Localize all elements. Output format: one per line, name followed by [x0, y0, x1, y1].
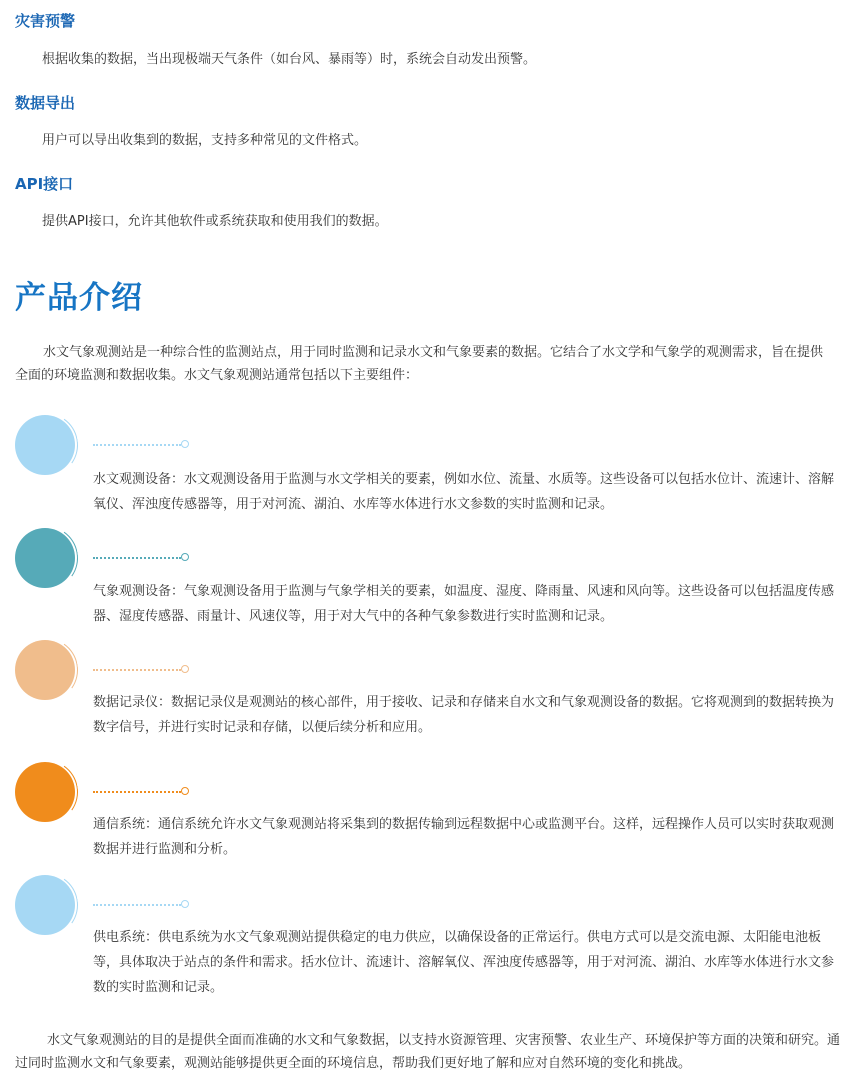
arc-decoration	[9, 633, 83, 707]
dotted-connector	[93, 791, 181, 793]
connector-end-dot	[181, 553, 189, 561]
connector-end-dot	[181, 665, 189, 673]
feature-desc-disaster-warning: 根据收集的数据，当出现极端天气条件（如台风、暴雨等）时，系统会自动发出预警。	[42, 52, 537, 67]
arc-decoration	[9, 755, 83, 829]
component-text: 供电系统：供电系统为水文气象观测站提供稳定的电力供应，以确保设备的正常运行。供电方式可以是交流电源、太阳能电池板等，具体取决于站点的条件和需求。括水位计、流速计、溶解氧仪、浑浊度传感器等，用于对河流、湖泊、水库等水体进行水文参数的实时监测和记录。	[93, 930, 835, 995]
arc-decoration	[9, 521, 83, 595]
component-text: 通信系统：通信系统允许水文气象观测站将采集到的数据传输到远程数据中心或监测平台。这样，远程操作人员可以实时获取观测数据并进行监测和分析。	[93, 817, 835, 857]
component-text: 气象观测设备：气象观测设备用于监测与气象学相关的要素，如温度、湿度、降雨量、风速和风向等。这些设备可以包括温度传感器、湿度传感器、雨量计、风速仪等，用于对大气中的各种气象参数进行实时监测和记录。	[93, 584, 835, 624]
dotted-connector	[93, 557, 181, 559]
arc-decoration	[9, 408, 83, 482]
component-text: 水文观测设备：水文观测设备用于监测与水文学相关的要素，例如水位、流量、水质等。这些设备可以包括水位计、流速计、溶解氧仪、浑浊度传感器等，用于对河流、湖泊、水库等水体进行水文参数的实时监测和记录。	[93, 472, 835, 512]
product-outro: 水文气象观测站的目的是提供全面而准确的水文和气象数据，以支持水资源管理、灾害预警、农业生产、环境保护等方面的决策和研究。通过同时监测水文和气象要素，观测站能够提供更全面的环境信息，帮助我们更好地了解和应对自然环境的变化和挑战。	[15, 1033, 841, 1071]
dotted-connector	[93, 444, 181, 446]
component-text: 数据记录仪：数据记录仪是观测站的核心部件，用于接收、记录和存储来自水文和气象观测设备的数据。它将观测到的数据转换为数字信号，并进行实时记录和存储，以便后续分析和应用。	[93, 695, 835, 735]
product-intro: 水文气象观测站是一种综合性的监测站点，用于同时监测和记录水文和气象要素的数据。它结合了水文学和气象学的观测需求，旨在提供全面的环境监测和数据收集。水文气象观测站通常包括以下主要组件：	[15, 345, 824, 383]
connector-end-dot	[181, 787, 189, 795]
dotted-connector	[93, 904, 181, 906]
feature-title-data-export: 数据导出	[15, 94, 76, 112]
feature-title-api: API接口	[15, 175, 74, 193]
feature-desc-data-export: 用户可以导出收集到的数据，支持多种常见的文件格式。	[42, 133, 368, 148]
arc-decoration	[9, 868, 83, 942]
feature-desc-api: 提供API接口，允许其他软件或系统获取和使用我们的数据。	[42, 214, 388, 229]
feature-title-disaster-warning: 灾害预警	[15, 12, 76, 30]
connector-end-dot	[181, 900, 189, 908]
product-heading: 产品介绍	[15, 280, 143, 316]
dotted-connector	[93, 669, 181, 671]
connector-end-dot	[181, 440, 189, 448]
